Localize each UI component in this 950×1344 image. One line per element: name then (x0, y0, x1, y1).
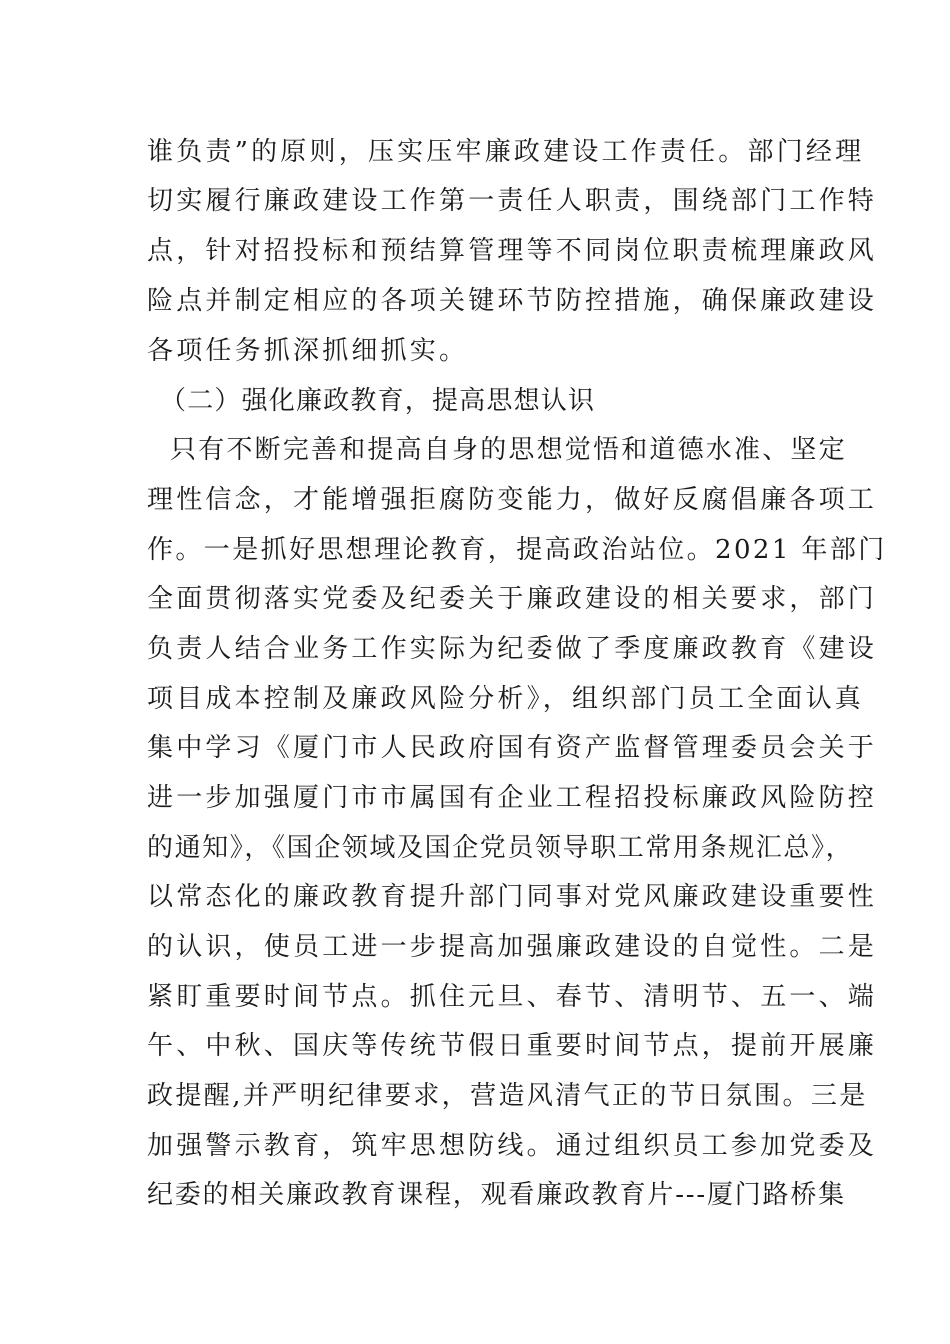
paragraph-line: 谁负责”的原则，压实压牢廉政建设工作责任。部门经理 (147, 137, 865, 167)
paragraph-line: 进一步加强厦门市市属国有企业工程招投标廉政风险防控 (147, 783, 878, 813)
paragraph-line: 点，针对招投标和预结算管理等不同岗位职责梳理廉政风 (147, 236, 878, 266)
paragraph-line: 政提醒,并严明纪律要求，营造风清气正的节日氛围。三是 (147, 1081, 868, 1111)
paragraph-line: 各项任务抓深抓细抓实。 (147, 336, 469, 366)
paragraph-line: 作。一是抓好思想理论教育，提高政治站位。2021 年部门 (147, 535, 887, 565)
paragraph-line: 只有不断完善和提高自身的思想觉悟和道德水准、坚定 (170, 435, 847, 465)
paragraph-line: 的通知》，《国企领域及国企党员领导职工常用条规汇总》， (147, 833, 854, 863)
paragraph-line: 负责人结合业务工作实际为纪委做了季度廉政教育《建设 (147, 634, 878, 664)
paragraph-line: 切实履行廉政建设工作第一责任人职责，围绕部门工作特 (147, 186, 878, 216)
paragraph-line: 午、中秋、国庆等传统节假日重要时间节点，提前开展廉 (147, 1031, 878, 1061)
paragraph-line: 项目成本控制及廉政风险分析》，组织部门员工全面认真 (147, 684, 865, 714)
paragraph-line: 全面贯彻落实党委及纪委关于廉政建设的相关要求，部门 (147, 584, 878, 614)
paragraph-line: 紧盯重要时间节点。抓住元旦、春节、清明节、五一、端 (147, 982, 878, 1012)
paragraph-line: 的认识，使员工进一步提高加强廉政建设的自觉性。二是 (147, 932, 878, 962)
paragraph-line: 加强警示教育，筑牢思想防线。通过组织员工参加党委及 (147, 1131, 878, 1161)
paragraph-line: 理性信念，才能增强拒腐防变能力，做好反腐倡廉各项工 (147, 485, 878, 515)
paragraph-line: 纪委的相关廉政教育课程，观看廉政教育片---厦门路桥集 (147, 1180, 846, 1210)
section-heading: （二）强化廉政教育，提高思想认识 (160, 386, 596, 416)
paragraph-line: 集中学习《厦门市人民政府国有资产监督管理委员会关于 (147, 733, 878, 763)
paragraph-line: 险点并制定相应的各项关键环节防控措施，确保廉政建设 (147, 286, 878, 316)
paragraph-line: 以常态化的廉政教育提升部门同事对党风廉政建设重要性 (147, 882, 878, 912)
